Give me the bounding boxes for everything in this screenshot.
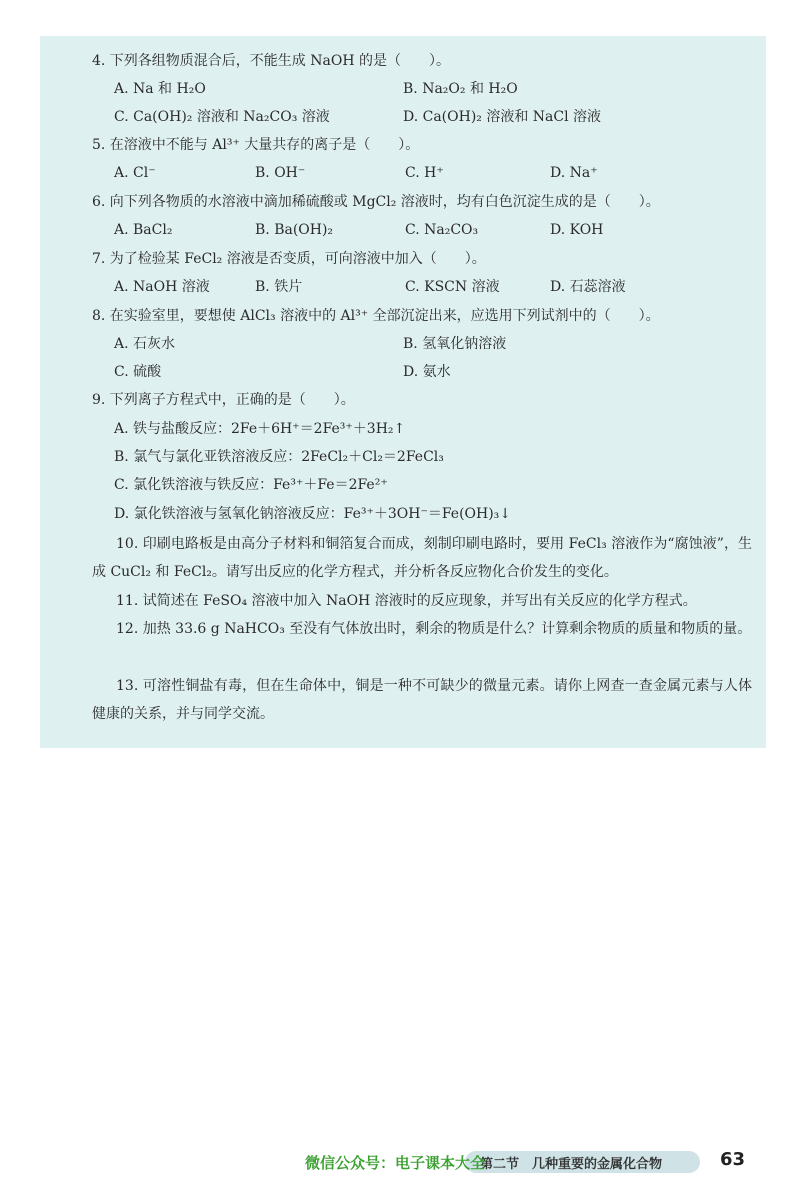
question-4: 4. 下列各组物质混合后，不能生成 NaOH 的是（ ）。 — [92, 53, 450, 69]
q8-option-d: D. 氨水 — [403, 364, 451, 380]
q7-option-d: D. 石蕊溶液 — [550, 279, 626, 295]
q9-option-d: D. 氯化铁溶液与氢氧化钠溶液反应：Fe³⁺＋3OH⁻＝Fe(OH)₃↓ — [114, 506, 512, 522]
question-12: 12. 加热 33.6 g NaHCO₃ 至没有气体放出时，剩余的物质是什么？计算剩余物质的质量和物质的量。 — [116, 621, 752, 637]
q5-option-d: D. Na⁺ — [550, 165, 598, 181]
page-footer — [300, 1147, 760, 1177]
section-title: 第二节 几种重要的金属化合物 — [480, 1157, 663, 1172]
question-7: 7. 为了检验某 FeCl₂ 溶液是否变质，可向溶液中加入（ ）。 — [92, 251, 486, 267]
question-11: 11. 试简述在 FeSO₄ 溶液中加入 NaOH 溶液时的反应现象，并写出有关反应的化学方程式。 — [116, 593, 697, 609]
watermark: 微信公众号：电子课本大全 — [305, 1154, 486, 1172]
q9-option-b: B. 氯气与氯化亚铁溶液反应：2FeCl₂＋Cl₂＝2FeCl₃ — [114, 449, 444, 465]
question-13: 13. 可溶性铜盐有毒，但在生命体中，铜是一种不可缺少的微量元素。请你上网查一查金属元素与人体健康的关系，并与同学交流。 — [92, 678, 752, 722]
q4-option-a: A. Na 和 H₂O — [114, 81, 206, 97]
q8-option-b: B. 氢氧化钠溶液 — [403, 336, 507, 352]
q4-option-c: C. Ca(OH)₂ 溶液和 Na₂CO₃ 溶液 — [114, 109, 330, 125]
question-5: 5. 在溶液中不能与 Al³⁺ 大量共存的离子是（ ）。 — [92, 137, 420, 153]
q6-option-d: D. KOH — [550, 222, 604, 238]
q4-option-d: D. Ca(OH)₂ 溶液和 NaCl 溶液 — [403, 109, 602, 125]
q6-option-c: C. Na₂CO₃ — [405, 222, 479, 238]
q5-option-c: C. H⁺ — [405, 165, 444, 181]
question-6: 6. 向下列各物质的水溶液中滴加稀硫酸或 MgCl₂ 溶液时，均有白色沉淀生成的是（ ）。 — [92, 194, 660, 210]
q9-option-a: A. 铁与盐酸反应：2Fe＋6H⁺＝2Fe³⁺＋3H₂↑ — [114, 421, 406, 437]
q8-option-a: A. 石灰水 — [114, 336, 176, 352]
q6-option-a: A. BaCl₂ — [114, 222, 173, 238]
question-9: 9. 下列离子方程式中，正确的是（ ）。 — [92, 392, 355, 408]
question-8: 8. 在实验室里，要想使 AlCl₃ 溶液中的 Al³⁺ 全部沉淀出来，应选用下列试剂中的（ ）。 — [92, 308, 660, 324]
q7-option-a: A. NaOH 溶液 — [114, 279, 210, 295]
q8-option-c: C. 硫酸 — [114, 364, 162, 380]
q4-option-b: B. Na₂O₂ 和 H₂O — [403, 81, 518, 97]
q5-option-b: B. OH⁻ — [255, 165, 306, 181]
page-number: 63 — [720, 1149, 746, 1170]
q9-option-c: C. 氯化铁溶液与铁反应：Fe³⁺＋Fe＝2Fe²⁺ — [114, 477, 388, 493]
q7-option-b: B. 铁片 — [255, 279, 303, 295]
question-10: 10. 印刷电路板是由高分子材料和铜箔复合而成，刻制印刷电路时，要用 FeCl₃ 溶液作为“腐蚀液”，生成 CuCl₂ 和 FeCl₂。请写出反应的化学方程式，并分析各反应物化合价发生的变化。 — [92, 536, 752, 580]
q7-option-c: C. KSCN 溶液 — [405, 279, 500, 295]
q5-option-a: A. Cl⁻ — [114, 165, 156, 181]
q6-option-b: B. Ba(OH)₂ — [255, 222, 334, 238]
